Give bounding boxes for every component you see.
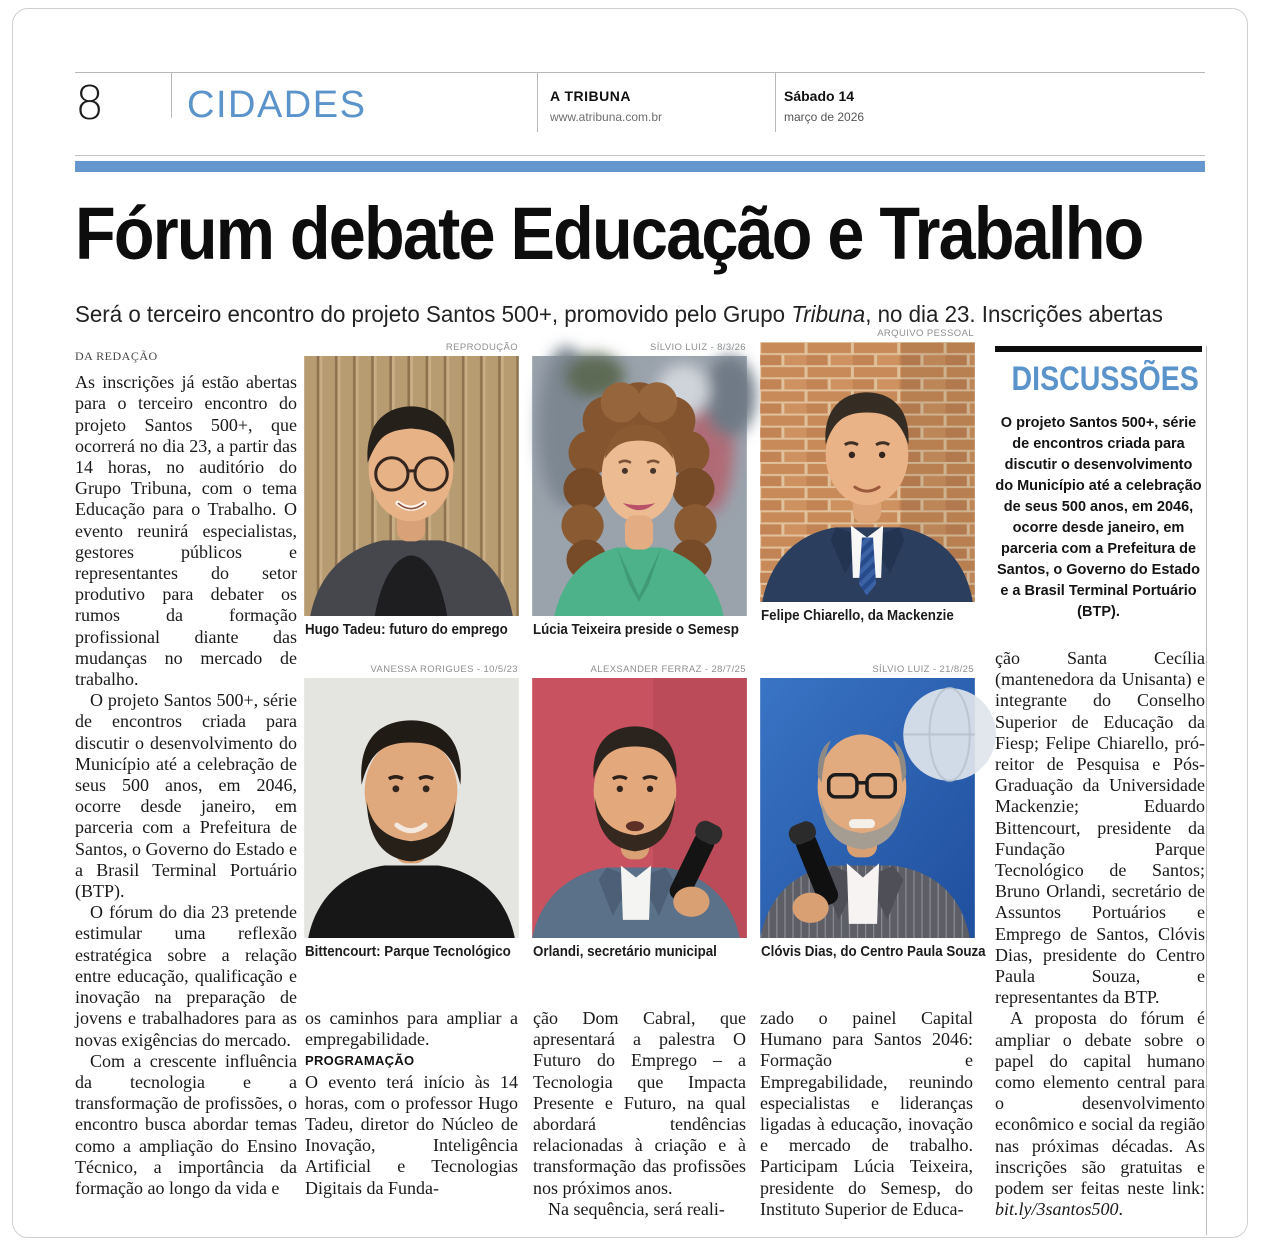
photo-caption: Felipe Chiarello, da Mackenzie — [761, 608, 954, 624]
photo-orlandi-illustration — [533, 678, 746, 938]
header-rule — [75, 72, 1205, 73]
photo-caption: Clóvis Dias, do Centro Paula Souza — [761, 944, 986, 960]
header-divider — [171, 72, 172, 118]
article-column-5 — [995, 648, 1205, 1238]
program-subhead: PROGRAMAÇÃO — [305, 1053, 415, 1069]
article-column-3 — [533, 1008, 746, 1236]
photo-grid — [305, 328, 986, 986]
article-headline: Fórum debate Educação e Trabalho — [75, 192, 1143, 275]
paragraph: ção Dom Cabral, que apresentará a palestra O Futuro do Emprego – a Tecnologia que Impacta Presente e Futuro, na qual abordará tendências relacionadas à criação e à transformação das profissões nos próximos anos. — [533, 1008, 746, 1198]
photo-caption: Hugo Tadeu: futuro do emprego — [305, 622, 508, 638]
photo-credit: ARQUIVO PESSOAL — [877, 328, 974, 339]
sidebar-text: O projeto Santos 500+, série de encontros criada para discutir o desenvolvimento do Município até a celebração de seus 500 anos, em 2046, ocorre desde janeiro, em parceria com a Prefeitura de Santos, o Governo do Estado e a Brasil Terminal Portuário (BTP). — [995, 415, 1202, 620]
photo-caption: Orlandi, secretário municipal — [533, 944, 717, 960]
edition-date-day: Sábado 14 — [784, 88, 855, 104]
header-divider — [775, 72, 776, 132]
paragraph-text: . — [1118, 1199, 1124, 1220]
paragraph: os caminhos para ampliar a empregabilidade. — [305, 1008, 518, 1050]
paragraph: Com a crescente influência da tecnologia e a transformação de profissões, o encontro busca abordar temas como a ampliação do Ensino Técnico, a importância da formação ao longo da vida e — [75, 1050, 297, 1198]
column-rule — [1206, 346, 1207, 1235]
photo-lucia-teixeira-illustration — [533, 356, 746, 616]
deck-text: Será o terceiro encontro do projeto Santos 500+, promovido pelo Grupo — [75, 301, 792, 327]
paragraph: O evento terá início às 14 horas, com o professor Hugo Tadeu, diretor do Núcleo de Inovação, Inteligência Artificial e Tecnologias Digitais da Funda- — [305, 1071, 518, 1198]
photo-hugo-tadeu — [305, 342, 518, 664]
deck-italic: Tribuna — [791, 301, 866, 327]
photo-clovis-dias-illustration — [761, 678, 974, 938]
sidebar-top-bar — [995, 346, 1202, 352]
photo-hugo-tadeu-illustration — [305, 356, 518, 616]
masthead-website: www.atribuna.com.br — [550, 110, 663, 124]
photo-felipe-chiarello-illustration — [761, 328, 974, 602]
photo-orlandi — [533, 664, 746, 986]
photo-credit: SÍLVIO LUIZ - 8/3/26 — [649, 342, 746, 353]
masthead: A TRIBUNA — [550, 88, 631, 104]
photo-caption: Bittencourt: Parque Tecnológico — [305, 944, 511, 960]
edition-date: março de 2026 — [784, 110, 865, 124]
paragraph: O projeto Santos 500+, série de encontros criada para discutir o desenvolvimento do Município até a celebração de seus 500 anos, em 2046, ocorre desde janeiro, em parceria com a Prefeitura de Santos, o Governo do Estado e a Brasil Terminal Portuário (BTP). — [75, 690, 297, 902]
paragraph: As inscrições já estão abertas para o terceiro encontro do projeto Santos 500+, que ocorrerá no dia 23, a partir das 14 horas, no auditório do Grupo Tribuna, com o tema Educação para o Trabalho. O evento reunirá especialistas, gestores públicos e representantes do setor produtivo para debater os rumos da formação profissional diante das mudanças no mercado de trabalho. — [75, 372, 297, 690]
photo-felipe-chiarello — [761, 328, 974, 664]
paragraph: Na sequência, será reali- — [548, 1198, 725, 1219]
photo-caption: Lúcia Teixeira preside o Semesp — [533, 622, 739, 638]
photo-lucia-teixeira — [533, 342, 746, 664]
sidebar-title: DISCUSSÕES — [1011, 360, 1199, 398]
paragraph: ção Santa Cecília (mantenedora da Unisanta) e integrante do Conselho Superior de Educação da Fiesp; Felipe Chiarello, pró-reitor de Pesquisa e Pós-Graduação da Universidade Mackenzie; Eduardo Bittencourt, presidente da Fundação Parque Tecnológico de Santos; Bruno Orlandi, secretário de Assuntos Portuários e Emprego de Santos, Clóvis Dias, presidente do Centro Paula Souza, e representantes da BTP. — [995, 648, 1205, 1008]
paragraph: O fórum do dia 23 pretende estimular uma reflexão estratégica sobre a relação entre educação, qualificação e inovação na preparação de jovens e trabalhadores para as novas exigências do mercado. — [75, 902, 297, 1050]
photo-clovis-dias — [761, 664, 986, 986]
paragraph: zado o painel Capital Humano para Santos 2046: Formação e Empregabilidade, reunindo especialistas e lideranças ligadas à educação, inovação e mercado de trabalho. Participam Lúcia Teixeira, presidente do Semesp, do Instituto Superior de Educa- — [760, 1008, 973, 1219]
photo-bittencourt-illustration — [305, 678, 518, 938]
article-column-1 — [75, 346, 297, 1235]
page-number: 8 — [75, 76, 105, 130]
article-column-2 — [305, 1008, 518, 1236]
photo-credit: SÍLVIO LUIZ - 21/8/25 — [872, 664, 974, 675]
photo-bittencourt — [305, 664, 518, 986]
paragraph-text: A proposta do fórum é ampliar o debate sobre o papel do capital humano como elemento central para o desenvolvimento econômico e social da região nas próximas décadas. As inscrições são gratuitas e podem ser feitas neste link: — [995, 1008, 1205, 1199]
article-column-4 — [760, 1008, 973, 1236]
deck-text: , no dia 23. Inscrições abertas — [865, 301, 1163, 327]
photo-credit: VANESSA RORIGUES - 10/5/23 — [370, 664, 518, 675]
photo-credit: REPRODUÇÃO — [445, 342, 518, 353]
byline: DA REDAÇÃO — [75, 349, 158, 363]
inscription-link: bit.ly/3santos500 — [995, 1199, 1119, 1220]
paragraph — [995, 1008, 1205, 1220]
section-title: CIDADES — [187, 84, 367, 126]
article-deck — [75, 301, 1220, 328]
sidebar-discussoes — [995, 346, 1202, 623]
divider — [75, 155, 1205, 156]
photo-credit: ALEXSANDER FERRAZ - 28/7/25 — [590, 664, 746, 675]
header-divider — [537, 72, 538, 132]
section-color-bar — [75, 161, 1205, 172]
